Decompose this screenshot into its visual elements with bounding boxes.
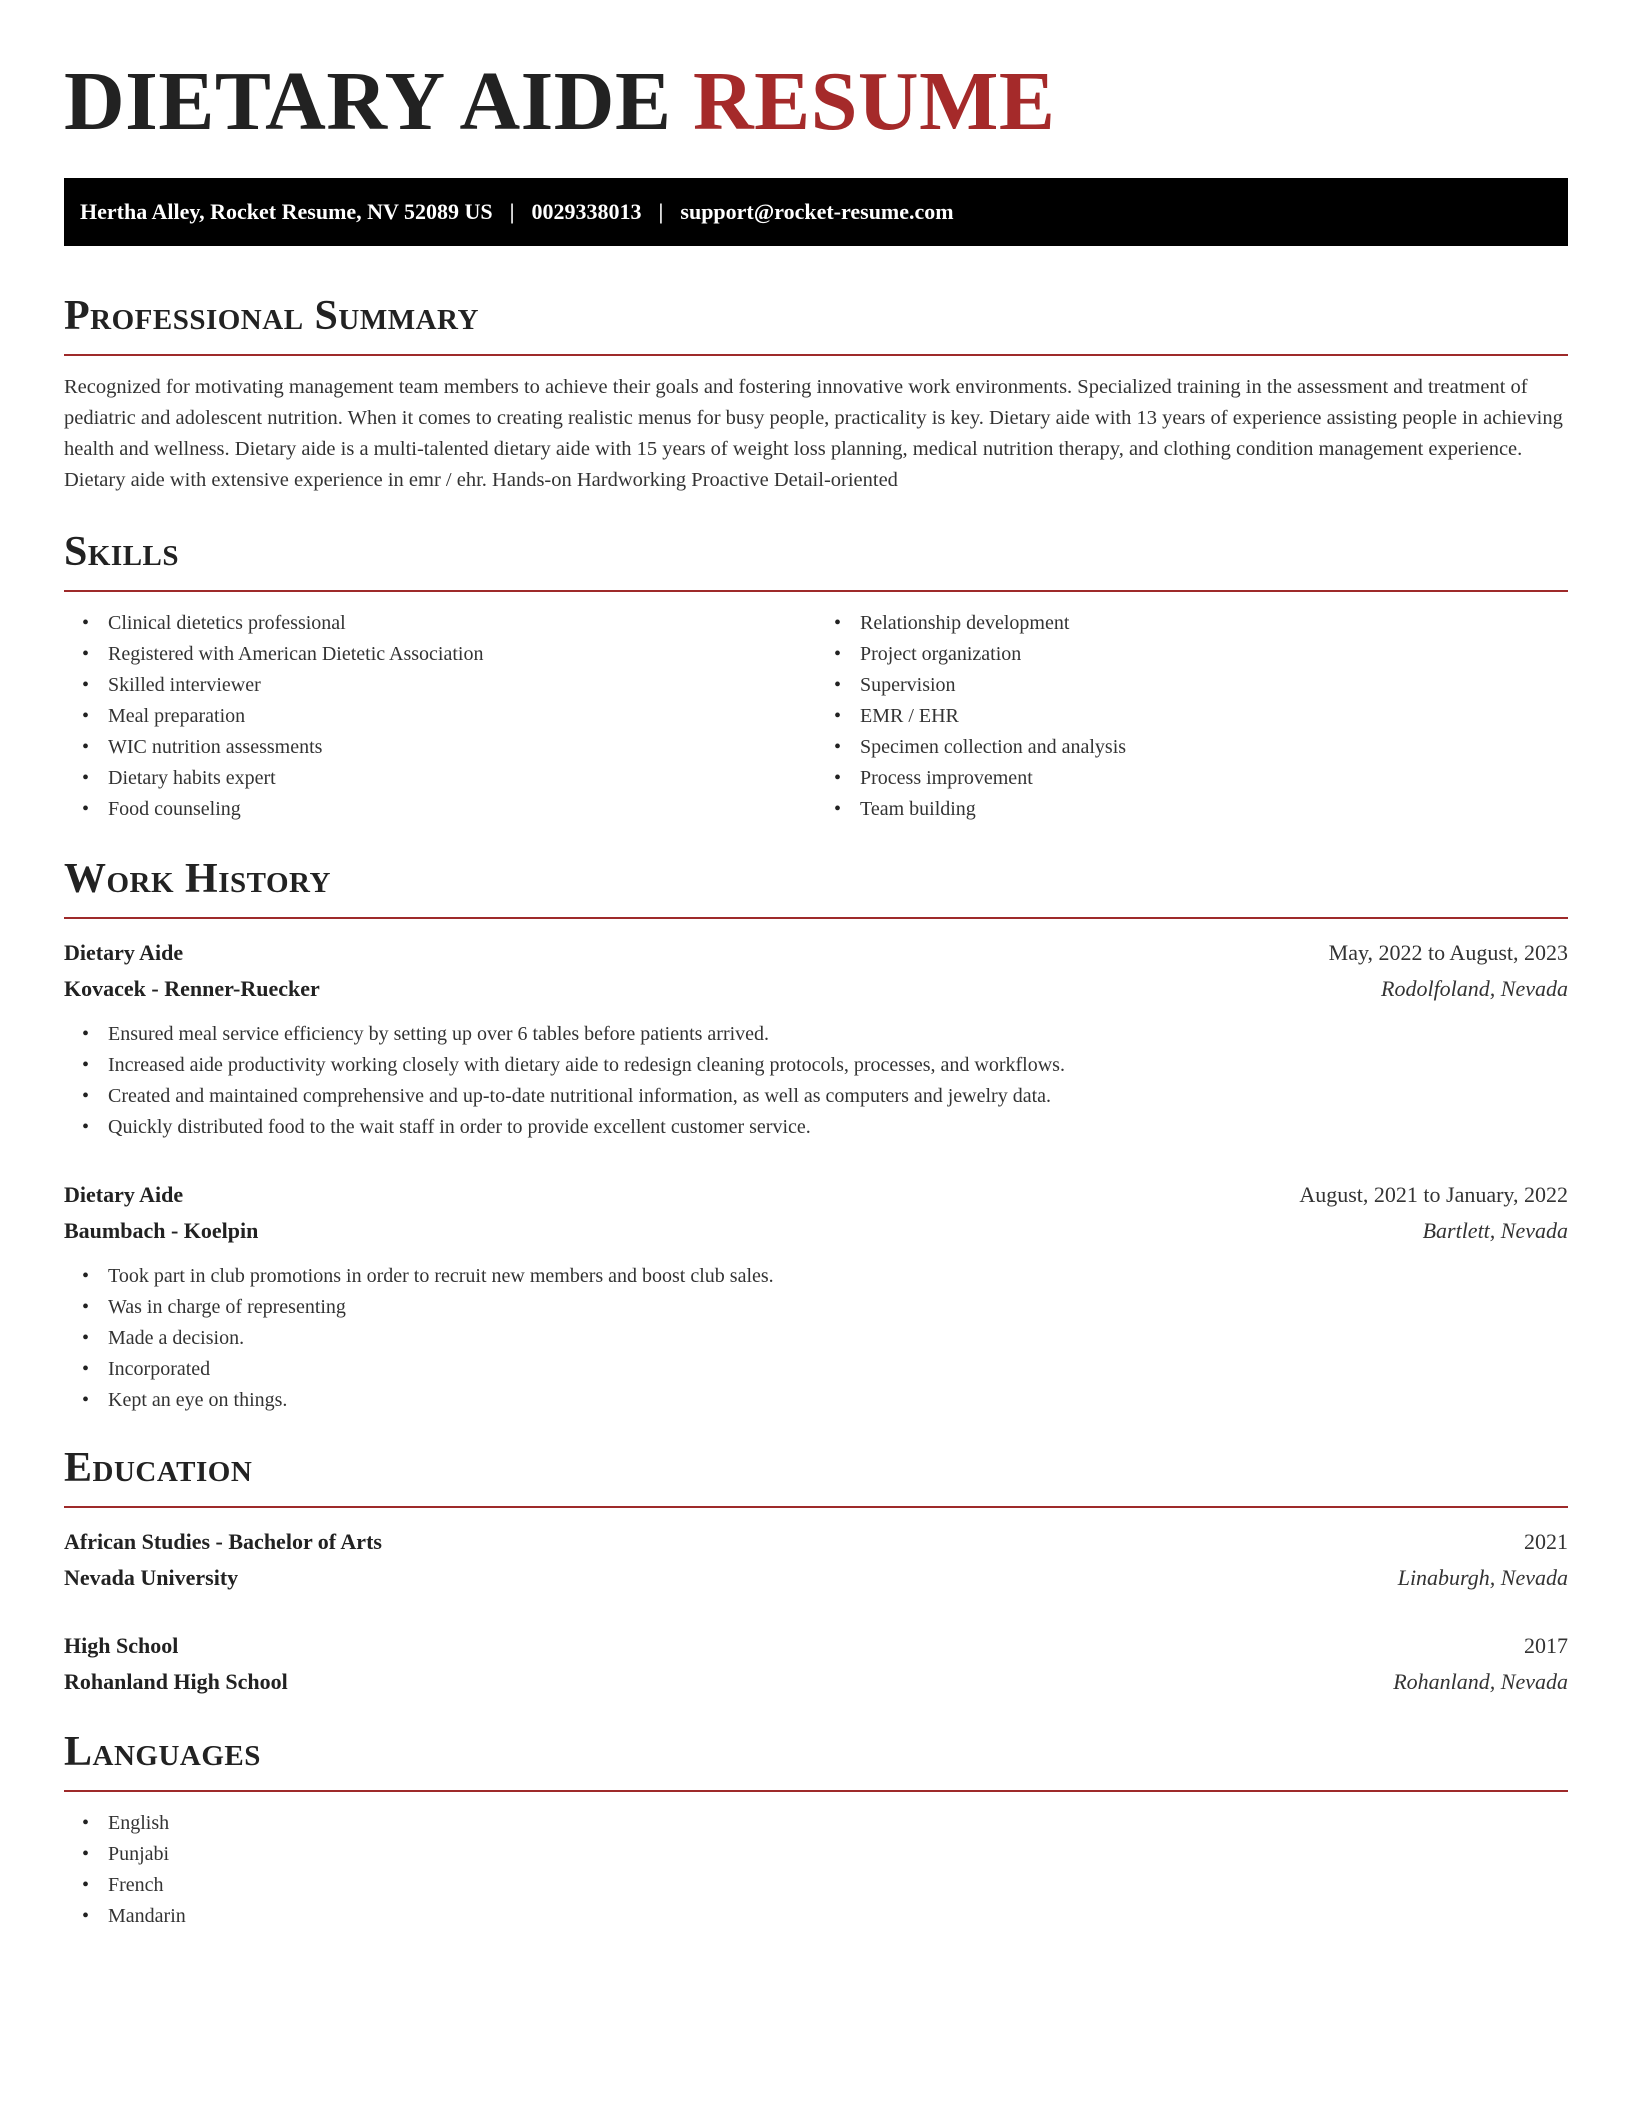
job-location: Rodolfoland, Nevada — [1381, 976, 1568, 1001]
language-item: • Mandarin — [108, 1901, 1568, 1932]
skill-item: • Process improvement — [860, 763, 1568, 794]
education-year: 2021 — [1524, 1529, 1568, 1554]
job-company: Kovacek - Renner-Ruecker — [64, 976, 320, 1001]
skills-heading: Skills — [64, 529, 180, 575]
job-title: Dietary Aide — [64, 940, 184, 965]
job-entry — [64, 935, 1568, 1143]
education-school: Nevada University — [64, 1565, 239, 1590]
education-entry — [64, 1628, 1568, 1700]
job-title: Dietary Aide — [64, 1182, 184, 1207]
job-bullet: • Made a decision. — [108, 1323, 1568, 1354]
section-divider — [64, 590, 1568, 592]
job-title-row — [64, 1177, 1568, 1213]
job-bullet: • Created and maintained comprehensive and up-to-date nutritional information, as well as computers and jewelry data. — [108, 1081, 1568, 1112]
job-bullet: • Was in charge of representing — [108, 1292, 1568, 1323]
education-school-row — [64, 1664, 1568, 1700]
section-divider — [64, 917, 1568, 919]
education-school-row — [64, 1560, 1568, 1596]
skill-item: • Team building — [860, 794, 1568, 825]
education-degree: African Studies - Bachelor of Arts — [64, 1529, 382, 1554]
job-bullet: • Quickly distributed food to the wait staff in order to provide excellent customer service. — [108, 1112, 1568, 1143]
job-bullet: • Took part in club promotions in order to recruit new members and boost club sales. — [108, 1261, 1568, 1292]
education-degree-row — [64, 1524, 1568, 1560]
job-bullets — [64, 1261, 1568, 1416]
languages-section — [64, 1726, 1568, 1932]
section-divider — [64, 354, 1568, 356]
skill-item: • Clinical dietetics professional — [108, 608, 816, 639]
work-heading: Work History — [64, 856, 331, 902]
contact-address: Hertha Alley, Rocket Resume, NV 52089 US — [80, 199, 493, 224]
education-entry — [64, 1524, 1568, 1596]
job-title-row — [64, 935, 1568, 971]
work-section — [64, 853, 1568, 1416]
education-heading: Education — [64, 1445, 253, 1491]
contact-phone: 0029338013 — [531, 199, 642, 224]
education-degree-row — [64, 1628, 1568, 1664]
skills-section — [64, 526, 1568, 825]
job-company: Baumbach - Koelpin — [64, 1218, 259, 1243]
skill-item: • Dietary habits expert — [108, 763, 816, 794]
job-bullet: • Increased aide productivity working closely with dietary aide to redesign cleaning protocols, processes, and workflows. — [108, 1050, 1568, 1081]
education-school: Rohanland High School — [64, 1669, 288, 1694]
education-location: Linaburgh, Nevada — [1397, 1565, 1568, 1590]
job-bullet: • Ensured meal service efficiency by setting up over 6 tables before patients arrived. — [108, 1019, 1568, 1050]
title-accent: RESUME — [693, 55, 1056, 148]
job-entry — [64, 1177, 1568, 1416]
resume-title — [64, 0, 1568, 152]
languages-list — [64, 1808, 1568, 1932]
skill-item: • Relationship development — [860, 608, 1568, 639]
skill-item: • Supervision — [860, 670, 1568, 701]
summary-heading: Professional Summary — [64, 293, 479, 339]
job-location: Bartlett, Nevada — [1422, 1218, 1568, 1243]
skill-item: • Skilled interviewer — [108, 670, 816, 701]
contact-separator: | — [658, 199, 664, 224]
section-divider — [64, 1790, 1568, 1792]
skill-item: • Specimen collection and analysis — [860, 732, 1568, 763]
summary-section — [64, 290, 1568, 496]
education-degree: High School — [64, 1633, 179, 1658]
job-dates: August, 2021 to January, 2022 — [1299, 1182, 1568, 1207]
skill-item: • EMR / EHR — [860, 701, 1568, 732]
education-year: 2017 — [1524, 1633, 1568, 1658]
skills-columns — [64, 608, 1568, 825]
job-company-row — [64, 1213, 1568, 1249]
language-item: • Punjabi — [108, 1839, 1568, 1870]
job-company-row — [64, 971, 1568, 1007]
skill-item: • Project organization — [860, 639, 1568, 670]
summary-text: Recognized for motivating management team members to achieve their goals and fostering innovative work environments. Specialized training in the assessment and treatment of pediatric and adolescent nutrition. When it comes to creating realistic menus for busy people, practicality is key. Dietary aide with 13 years of experience assisting people in achieving health and wellness. Dietary aide is a multi-talented dietary aide with 15 years of weight loss planning, medical nutrition therapy, and clothing condition management experience. Dietary aide with extensive experience in emr / ehr. Hands-on Hardworking Proactive Detail-oriented — [64, 376, 1563, 491]
resume-page — [64, 0, 1568, 1932]
contact-separator: | — [509, 199, 515, 224]
contact-bar — [64, 178, 1568, 246]
title-main: DIETARY AIDE — [64, 55, 672, 148]
skill-item: • Meal preparation — [108, 701, 816, 732]
section-divider — [64, 1506, 1568, 1508]
language-item: • English — [108, 1808, 1568, 1839]
education-section — [64, 1442, 1568, 1700]
job-bullet: • Kept an eye on things. — [108, 1385, 1568, 1416]
skill-item: • Registered with American Dietetic Association — [108, 639, 816, 670]
language-item: • French — [108, 1870, 1568, 1901]
education-location: Rohanland, Nevada — [1393, 1669, 1568, 1694]
skills-list-right — [816, 608, 1568, 825]
skill-item: • WIC nutrition assessments — [108, 732, 816, 763]
skill-item: • Food counseling — [108, 794, 816, 825]
job-dates: May, 2022 to August, 2023 — [1328, 940, 1568, 965]
skills-list-left — [64, 608, 816, 825]
job-bullets — [64, 1019, 1568, 1143]
job-bullet: • Incorporated — [108, 1354, 1568, 1385]
contact-email[interactable]: support@rocket-resume.com — [680, 199, 954, 224]
languages-heading: Languages — [64, 1729, 261, 1775]
